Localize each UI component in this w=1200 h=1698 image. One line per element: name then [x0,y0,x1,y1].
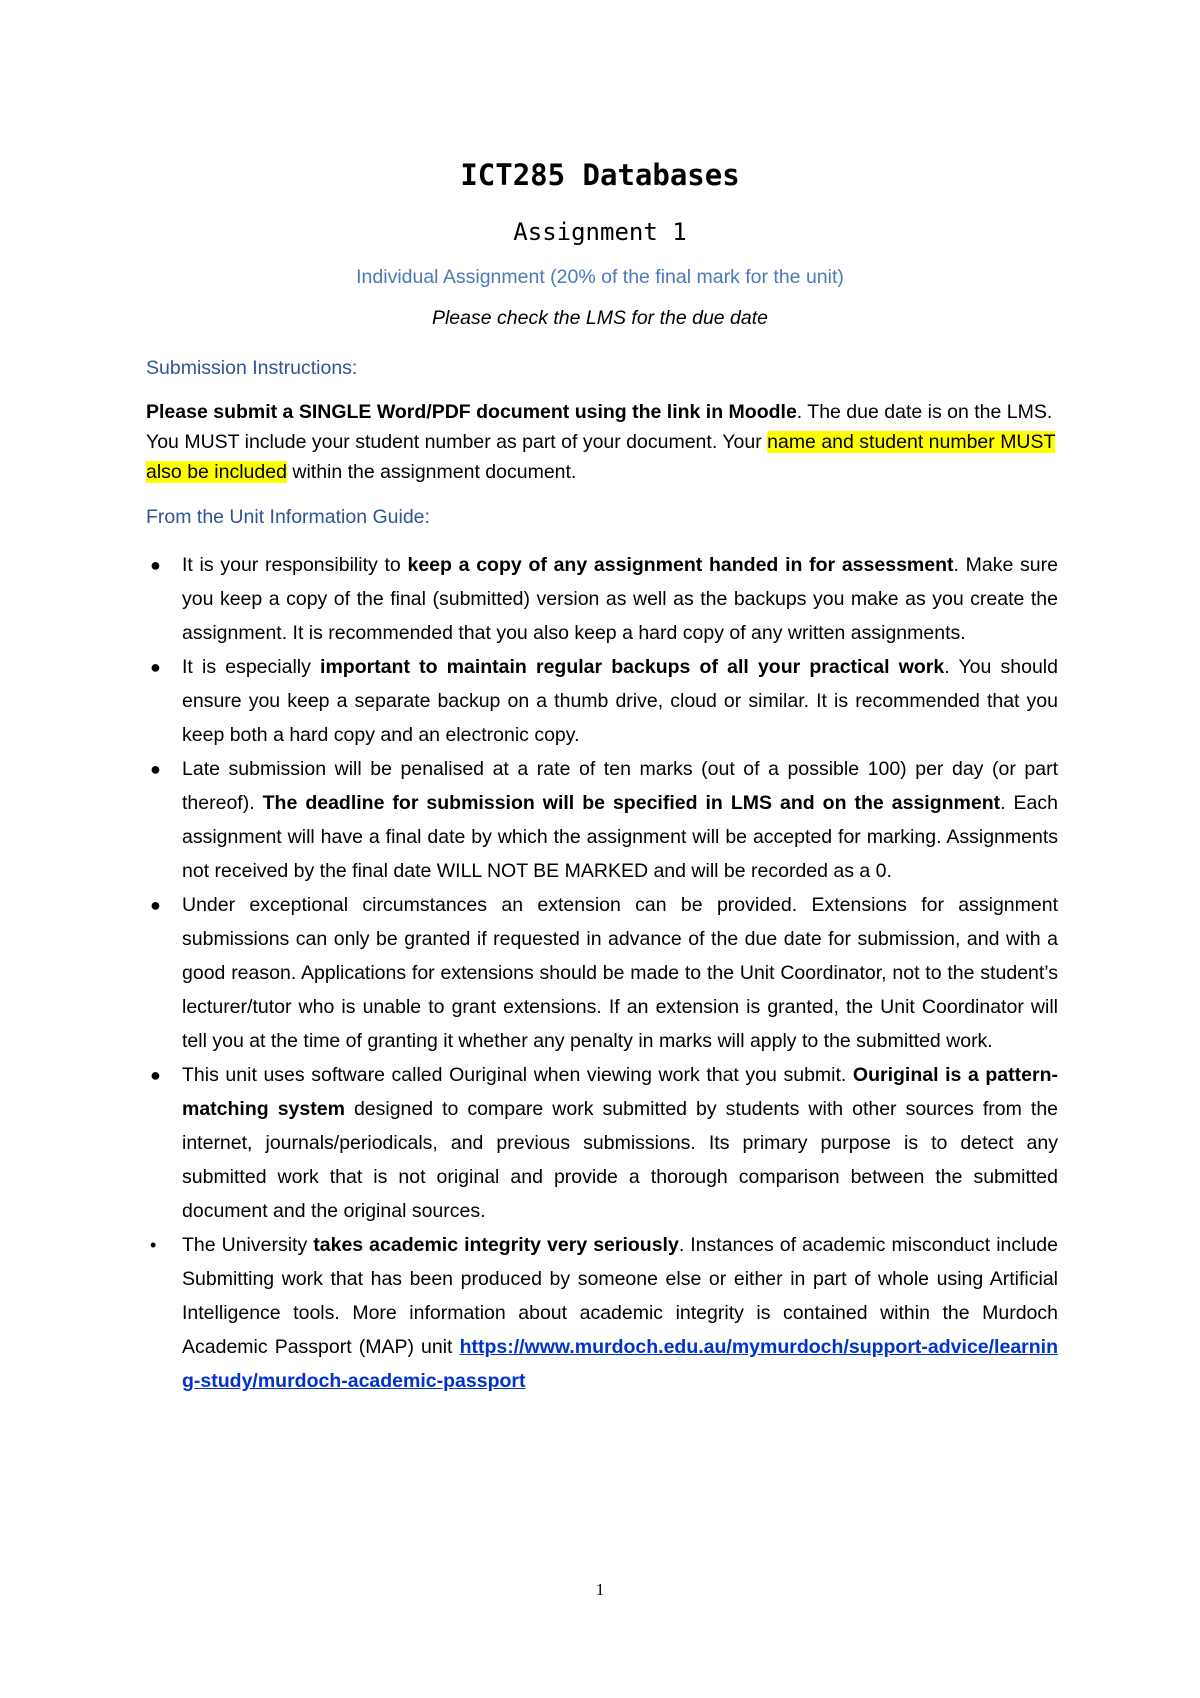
bullet-text: . Each assignment will have a final date by which the assignment will be accepted for marking. Assignments not received by the final date WILL NOT BE MARKED and will be recorded as a 0. [182,792,1058,882]
list-item [146,1228,1058,1398]
submission-bold-text: Please submit a SINGLE Word/PDF document using the link in Moodle [146,401,797,423]
bullet-text: The University [182,1234,314,1256]
submission-text-2: within the assignment document. [286,461,577,483]
list-item [146,548,1058,650]
bullet-text: This unit uses software called Ouriginal when viewing work that you submit. [182,1064,853,1086]
bullet-text: . You should ensure you keep a separate backup on a thumb drive, cloud or similar. It is recommended that you keep both a hard copy and an electronic copy. [182,656,1058,746]
bullet-text: . Make sure you keep a copy of the final (submitted) version as well as the backups you make as you create the assignment. It is recommended that you also keep a hard copy of any written assignments. [182,554,1058,644]
bullet-text: . Instances of academic misconduct include Submitting work that has been produced by someone else or either in part of whole using Artificial Intelligence tools. More information about academic integrity is contained within the Murdoch Academic Passport (MAP) unit [182,1234,1058,1358]
guide-bullet-list [146,548,1058,1398]
bullet-text: Late submission will be penalised at a rate of ten marks (out of a possible 100) per day (or part thereof). [182,758,1058,814]
bullet-text: Under exceptional circumstances an extension can be provided. Extensions for assignment submissions can only be granted if requested in advance of the due date for submission, and with a good reason. Applications for extensions should be made to the Unit Coordinator, not to the student’s lecturer/tutor who is unable to grant extensions. If an extension is granted, the Unit Coordinator will tell you at the time of granting it whether any penalty in marks will apply to the submitted work. [182,894,1058,1052]
bullet-icon: ● [150,895,161,915]
submission-text-1: . The due date is on the LMS. You MUST include your student number as part of your document. Your [146,401,1053,453]
bullet-icon: ● [150,1065,161,1085]
submission-highlight: name and student number MUST also be included [146,431,1056,483]
bullet-bold-text: important to maintain regular backups of all your practical work [320,656,945,678]
submission-paragraph [146,397,1058,487]
bullet-bold-text: keep a copy of any assignment handed in for assessment [407,554,954,576]
guide-heading: From the Unit Information Guide: [146,506,430,528]
bullet-icon: • [150,1235,157,1255]
document-title: ICT285 Databases [460,158,740,192]
bullet-bold-text: The deadline for submission will be specified in LMS and on the assignment [262,792,1001,814]
bullet-text: designed to compare work submitted by students with other sources from the internet, journals/periodicals, and previous submissions. Its primary purpose is to detect any submitted work that is not original and provide a thorough comparison between the submitted document and the original sources. [182,1098,1059,1222]
bullet-icon: ● [150,555,161,575]
list-item [146,888,1058,1058]
bullet-bold-text: takes academic integrity very seriously [313,1234,679,1256]
submission-heading: Submission Instructions: [146,357,358,379]
list-item [146,650,1058,752]
bullet-text: It is especially [182,656,321,678]
page-number: 1 [595,1580,605,1599]
assignment-weighting: Individual Assignment (20% of the final mark for the unit) [356,266,844,288]
due-date-note: Please check the LMS for the due date [431,307,769,329]
list-item [146,1058,1058,1228]
map-unit-link[interactable]: https://www.murdoch.edu.au/mymurdoch/support-advice/learning-study/murdoch-academic-passport [182,1336,1058,1392]
bullet-bold-text: Ouriginal is a pattern-matching system [182,1064,1058,1120]
bullet-icon: ● [150,657,161,677]
bullet-text: It is your responsibility to [182,554,408,576]
bullet-icon: ● [150,759,161,779]
list-item [146,752,1058,888]
assignment-subtitle: Assignment 1 [513,218,687,246]
